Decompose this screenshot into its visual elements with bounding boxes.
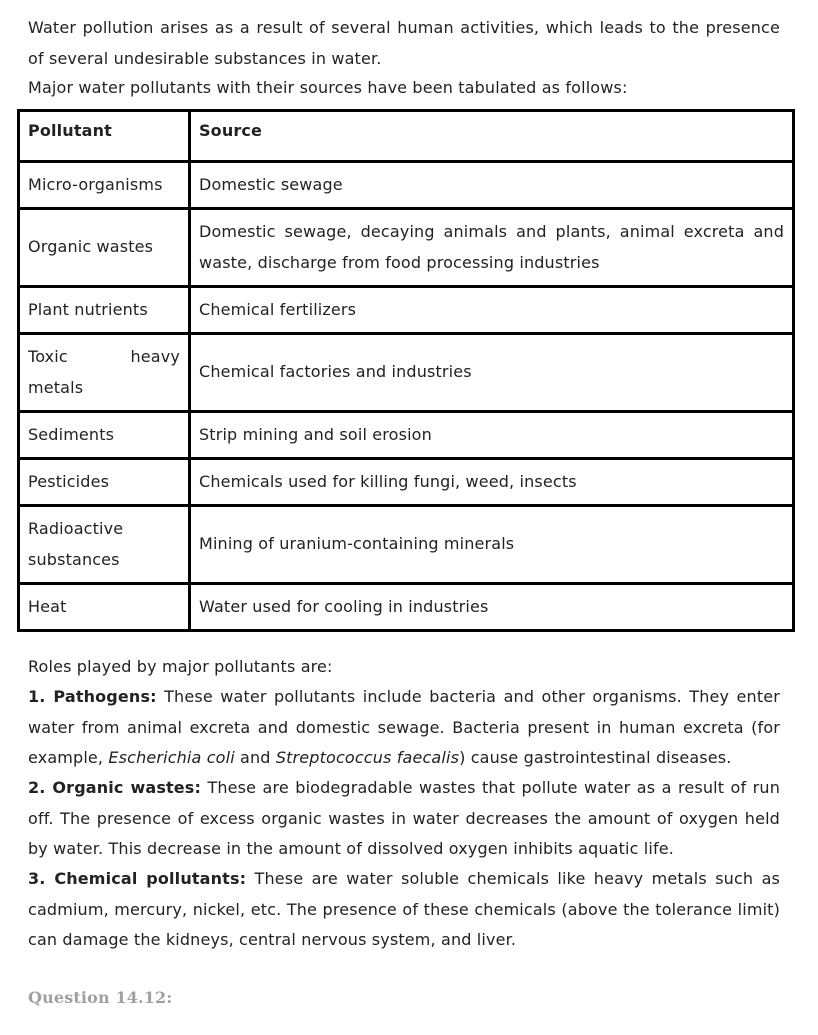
pollutant-cell: Heat: [19, 584, 190, 631]
pollutant-cell: Organic wastes: [19, 209, 190, 287]
column-header-pollutant: Pollutant: [19, 111, 190, 162]
source-cell: Water used for cooling in industries: [190, 584, 794, 631]
table-header-row: [19, 111, 794, 162]
table-intro-text: Major water pollutants with their sources have been tabulated as follows:: [28, 78, 628, 97]
source-cell: Chemical factories and industries: [190, 334, 794, 412]
pollutant-cell: Sediments: [19, 412, 190, 459]
pollutants-table: [17, 109, 795, 632]
table-row: [19, 459, 794, 506]
table-row: [19, 334, 794, 412]
question-heading: Question 14.12:: [28, 988, 173, 1007]
table-row: [19, 584, 794, 631]
table-row: [19, 162, 794, 209]
role-heading: 1. Pathogens:: [28, 687, 157, 706]
table-row: [19, 412, 794, 459]
role-text: ) cause gastrointestinal diseases.: [459, 748, 732, 767]
role-item-organic-wastes: [28, 773, 780, 865]
table-row: [19, 506, 794, 584]
role-text: These are biodegradable wastes that pollute water as a result of run off. The presence of excess organic wastes in water decreases the amount of oxygen held by water. This decrease in the amount of dissolved oxygen inhibits aquatic life.: [28, 778, 780, 858]
pollutant-cell: Pesticides: [19, 459, 190, 506]
pollutant-cell: Toxic heavy metals: [19, 334, 190, 412]
role-item-pathogens: [28, 682, 780, 774]
source-cell: Domestic sewage, decaying animals and plants, animal excreta and waste, discharge from food processing industries: [190, 209, 794, 287]
source-cell: Strip mining and soil erosion: [190, 412, 794, 459]
role-text: These water pollutants include bacteria and other organisms. They enter water from animal excreta and domestic sewage. Bacteria present in human excreta (for example,: [28, 687, 780, 767]
source-cell: Chemical fertilizers: [190, 287, 794, 334]
table-row: [19, 287, 794, 334]
source-cell: Chemicals used for killing fungi, weed, insects: [190, 459, 794, 506]
source-cell: Domestic sewage: [190, 162, 794, 209]
column-header-source: Source: [190, 111, 794, 162]
role-heading: 3. Chemical pollutants:: [28, 869, 247, 888]
pollutant-cell: Radioactive substances: [19, 506, 190, 584]
source-cell: Mining of uranium-containing minerals: [190, 506, 794, 584]
role-heading: 2. Organic wastes:: [28, 778, 202, 797]
species-name: Escherichia coli: [108, 748, 235, 767]
species-name: Streptococcus faecalis: [275, 748, 460, 767]
table-row: [19, 209, 794, 287]
roles-intro: Roles played by major pollutants are:: [28, 657, 333, 676]
role-text: and: [234, 748, 276, 767]
pollutant-cell: Micro-organisms: [19, 162, 190, 209]
pollutant-cell: Plant nutrients: [19, 287, 190, 334]
intro-paragraph: Water pollution arises as a result of several human activities, which leads to the presence of several undesirable substances in water.: [28, 18, 780, 68]
role-text: These are water soluble chemicals like heavy metals such as cadmium, mercury, nickel, etc. The presence of these chemicals (above the tolerance limit) can damage the kidneys, central nervous system, and liver.: [28, 869, 781, 949]
role-item-chemical-pollutants: [28, 864, 780, 956]
